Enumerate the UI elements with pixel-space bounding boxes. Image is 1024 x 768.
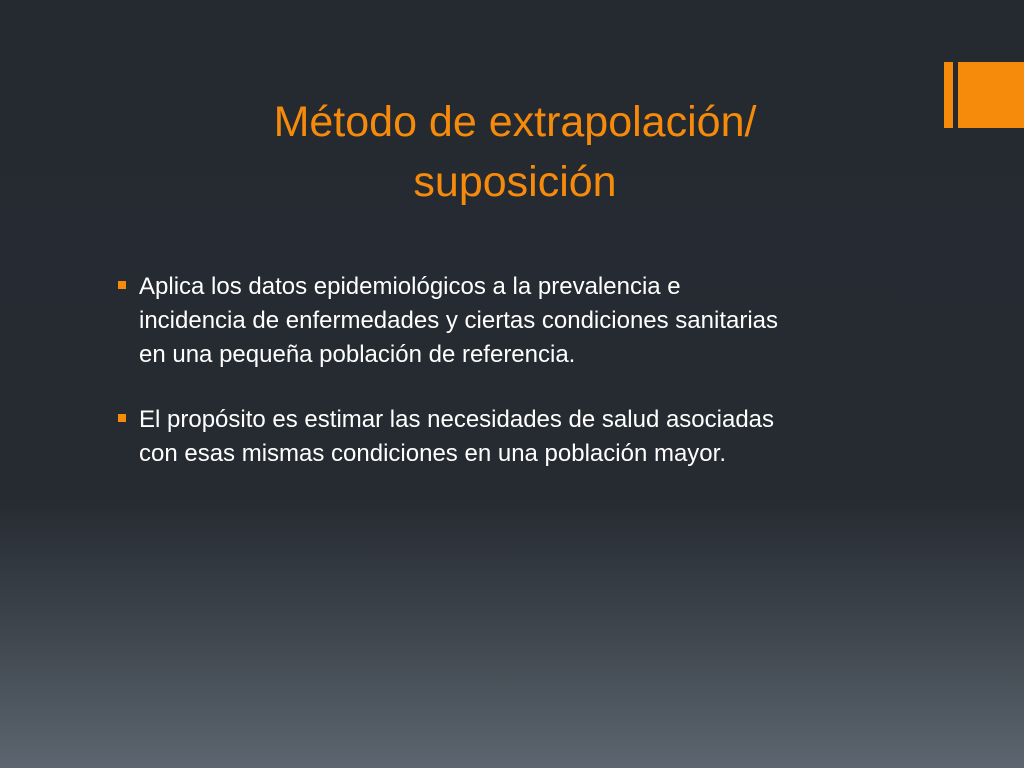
bullet-item bbox=[118, 403, 918, 471]
bullet-line: en una pequeña población de referencia. bbox=[139, 341, 576, 368]
bullet-square-icon bbox=[118, 281, 126, 289]
bullet-text bbox=[139, 270, 918, 372]
slide-title-line-2: suposición bbox=[413, 158, 617, 206]
bullet-list bbox=[118, 270, 918, 502]
bullet-line: con esas mismas condiciones en una población mayor. bbox=[139, 440, 726, 467]
bullet-square-icon bbox=[118, 414, 126, 422]
slide-title bbox=[180, 92, 850, 212]
bullet-line: El propósito es estimar las necesidades de salud asociadas bbox=[139, 406, 775, 433]
bullet-item bbox=[118, 270, 918, 372]
bullet-text bbox=[139, 403, 918, 471]
slide-title-line-1: Método de extrapolación/ bbox=[273, 98, 757, 146]
orange-bars-icon bbox=[944, 62, 1024, 130]
bullet-line: incidencia de enfermedades y ciertas condiciones sanitarias bbox=[139, 307, 779, 334]
logo-thin-bar bbox=[944, 62, 953, 128]
bullet-line: Aplica los datos epidemiológicos a la prevalencia e bbox=[139, 273, 681, 300]
logo-thick-bar bbox=[958, 62, 1024, 128]
